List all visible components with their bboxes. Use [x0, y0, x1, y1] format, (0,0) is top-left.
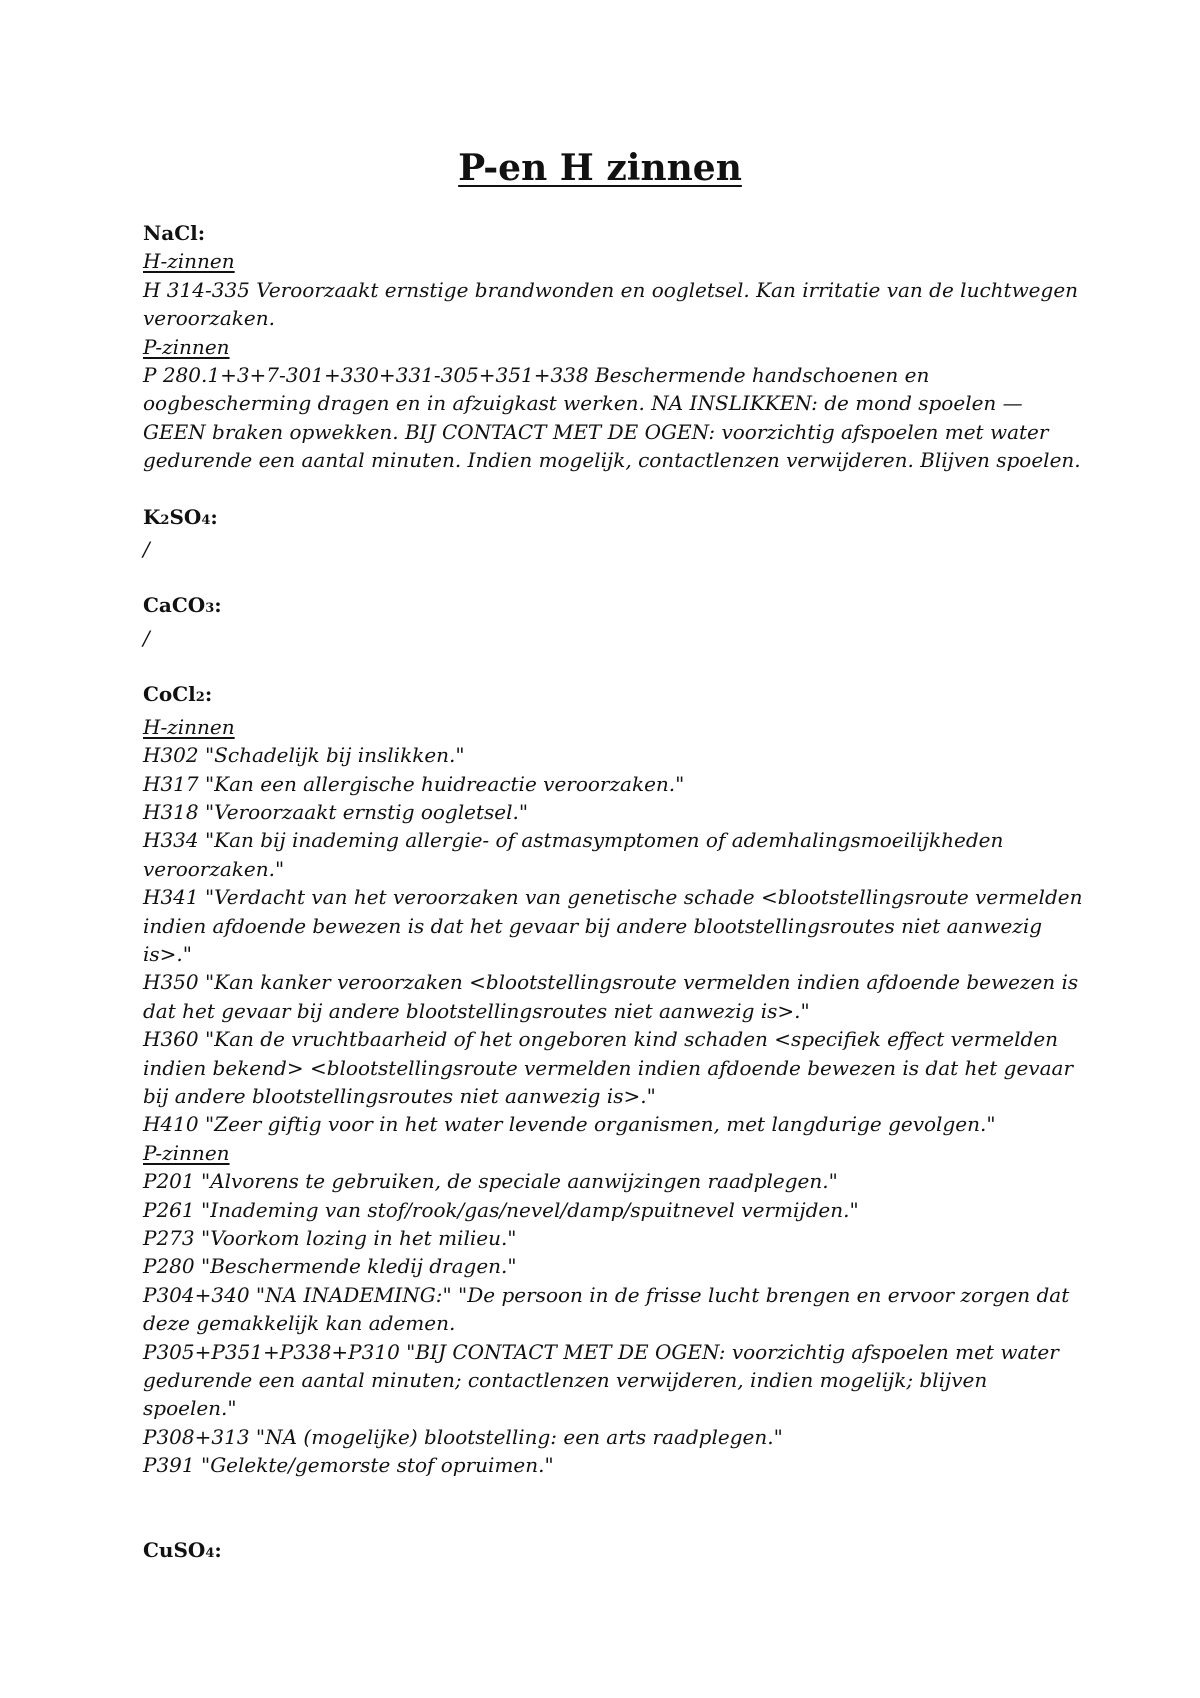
- compound-label-caco3: [143, 591, 1083, 623]
- compound-label-nacl: NaCl:: [143, 221, 206, 245]
- section-cocl2: [143, 680, 1083, 1479]
- h-zinnen-heading-nacl: H-zinnen: [143, 249, 235, 274]
- formula-subscript: 4: [205, 1545, 215, 1561]
- formula-subscript: 2: [195, 690, 205, 706]
- spacer: [143, 475, 1083, 503]
- no-statements-caco3: /: [143, 625, 150, 650]
- h-statement: H334 "Kan bij inademing allergie- of astmasymptomen of ademhalingsmoeilijkheden veroorzaken.": [143, 828, 1004, 881]
- formula-part: CaCO: [143, 593, 206, 618]
- p-statement: P201 "Alvorens te gebruiken, de speciale aanwijzingen raadplegen.": [143, 1169, 838, 1194]
- formula-subscript: 4: [201, 512, 211, 528]
- section-caco3: [143, 591, 1083, 652]
- formula-subscript: 2: [160, 512, 170, 528]
- p-statement: P391 "Gelekte/gemorste stof opruimen.": [143, 1453, 554, 1478]
- p-statement: P273 "Voorkom lozing in het milieu.": [143, 1226, 517, 1250]
- formula-part: CoCl: [143, 682, 196, 707]
- h-zinnen-heading-cocl2: H-zinnen: [143, 714, 235, 739]
- formula-subscript: 3: [205, 601, 215, 617]
- formula-part: SO: [169, 504, 202, 529]
- p-zinnen-heading-cocl2: P-zinnen: [143, 1140, 230, 1165]
- p-statement: P261 "Inademing van stof/rook/gas/nevel/damp/spuitnevel vermijden.": [143, 1197, 859, 1222]
- h-statement: H360 "Kan de vruchtbaarheid of het ongeboren kind schaden <specifiek effect vermelden indien bekend> <blootstellingsroute vermelden indien afdoende bewezen is dat het gevaar bij andere blootstellingsroutes niet aanwezig is>.": [143, 1027, 1074, 1108]
- document-title: P-en H zinnen: [458, 147, 742, 189]
- compound-label-k2so4: [143, 503, 1083, 535]
- h-statement: H341 "Verdacht van het veroorzaken van genetische schade <blootstellingsroute vermelden indien afdoende bewezen is dat het gevaar bij andere blootstellingsroutes niet aanwezig is>.": [143, 885, 1083, 966]
- p-statement: P308+313 "NA (mogelijke) blootstelling: een arts raadplegen.": [143, 1424, 783, 1449]
- p-statement-nacl: P 280.1+3+7-301+330+331-305+351+338 Beschermende handschoenen en oogbescherming dragen en in afzuigkast werken. NA INSLIKKEN: de mond spoelen — GEEN braken opwekken. BIJ CONTACT MET DE OGEN: voorzichtig afspoelen met water gedurende een aantal minuten. Indien mogelijk, contactlenzen verwijderen. Blijven spoelen.: [143, 363, 1081, 473]
- spacer: [143, 1480, 1083, 1536]
- section-cuso4: [143, 1536, 1083, 1568]
- spacer: [143, 652, 1083, 680]
- h-statement: H410 "Zeer giftig voor in het water levende organismen, met langdurige gevolgen.": [143, 1112, 996, 1137]
- p-statement: P304+340 "NA INADEMING:" "De persoon in de frisse lucht brengen en ervoor zorgen dat deze gemakkelijk kan ademen.: [143, 1282, 1070, 1336]
- section-k2so4: [143, 503, 1083, 564]
- p-zinnen-heading-nacl: P-zinnen: [143, 334, 230, 359]
- h-statement: H317 "Kan een allergische huidreactie veroorzaken.": [143, 771, 685, 796]
- formula-colon: :: [214, 1537, 222, 1562]
- section-nacl: [143, 219, 1083, 475]
- p-statement: P280 "Beschermende kledij dragen.": [143, 1254, 517, 1279]
- no-statements-k2so4: /: [143, 537, 150, 562]
- formula-colon: :: [204, 682, 213, 707]
- formula-part: K: [143, 504, 161, 529]
- h-statement-nacl: H 314-335 Veroorzaakt ernstige brandwonden en oogletsel. Kan irritatie van de luchtwegen veroorzaken.: [143, 277, 1079, 331]
- formula-colon: :: [214, 593, 222, 618]
- h-statement: H302 "Schadelijk bij inslikken.": [143, 743, 465, 768]
- compound-label-cocl2: [143, 680, 1083, 712]
- p-statement: P305+P351+P338+P310 "BIJ CONTACT MET DE OGEN: voorzichtig afspoelen met water gedurende een aantal minuten; contactlenzen verwijderen, indien mogelijk; blijven spoelen.": [143, 1339, 1059, 1421]
- spacer: [143, 563, 1083, 591]
- formula-part: CuSO: [143, 1537, 206, 1562]
- h-statement: H318 "Veroorzaakt ernstig oogletsel.": [143, 799, 529, 824]
- h-statement: H350 "Kan kanker veroorzaken <blootstellingsroute vermelden indien afdoende bewezen is dat het gevaar bij andere blootstellingsroutes niet aanwezig is>.": [143, 970, 1079, 1023]
- compound-label-cuso4: [143, 1536, 1083, 1568]
- document-body: [143, 219, 1083, 1568]
- formula-colon: :: [210, 504, 218, 529]
